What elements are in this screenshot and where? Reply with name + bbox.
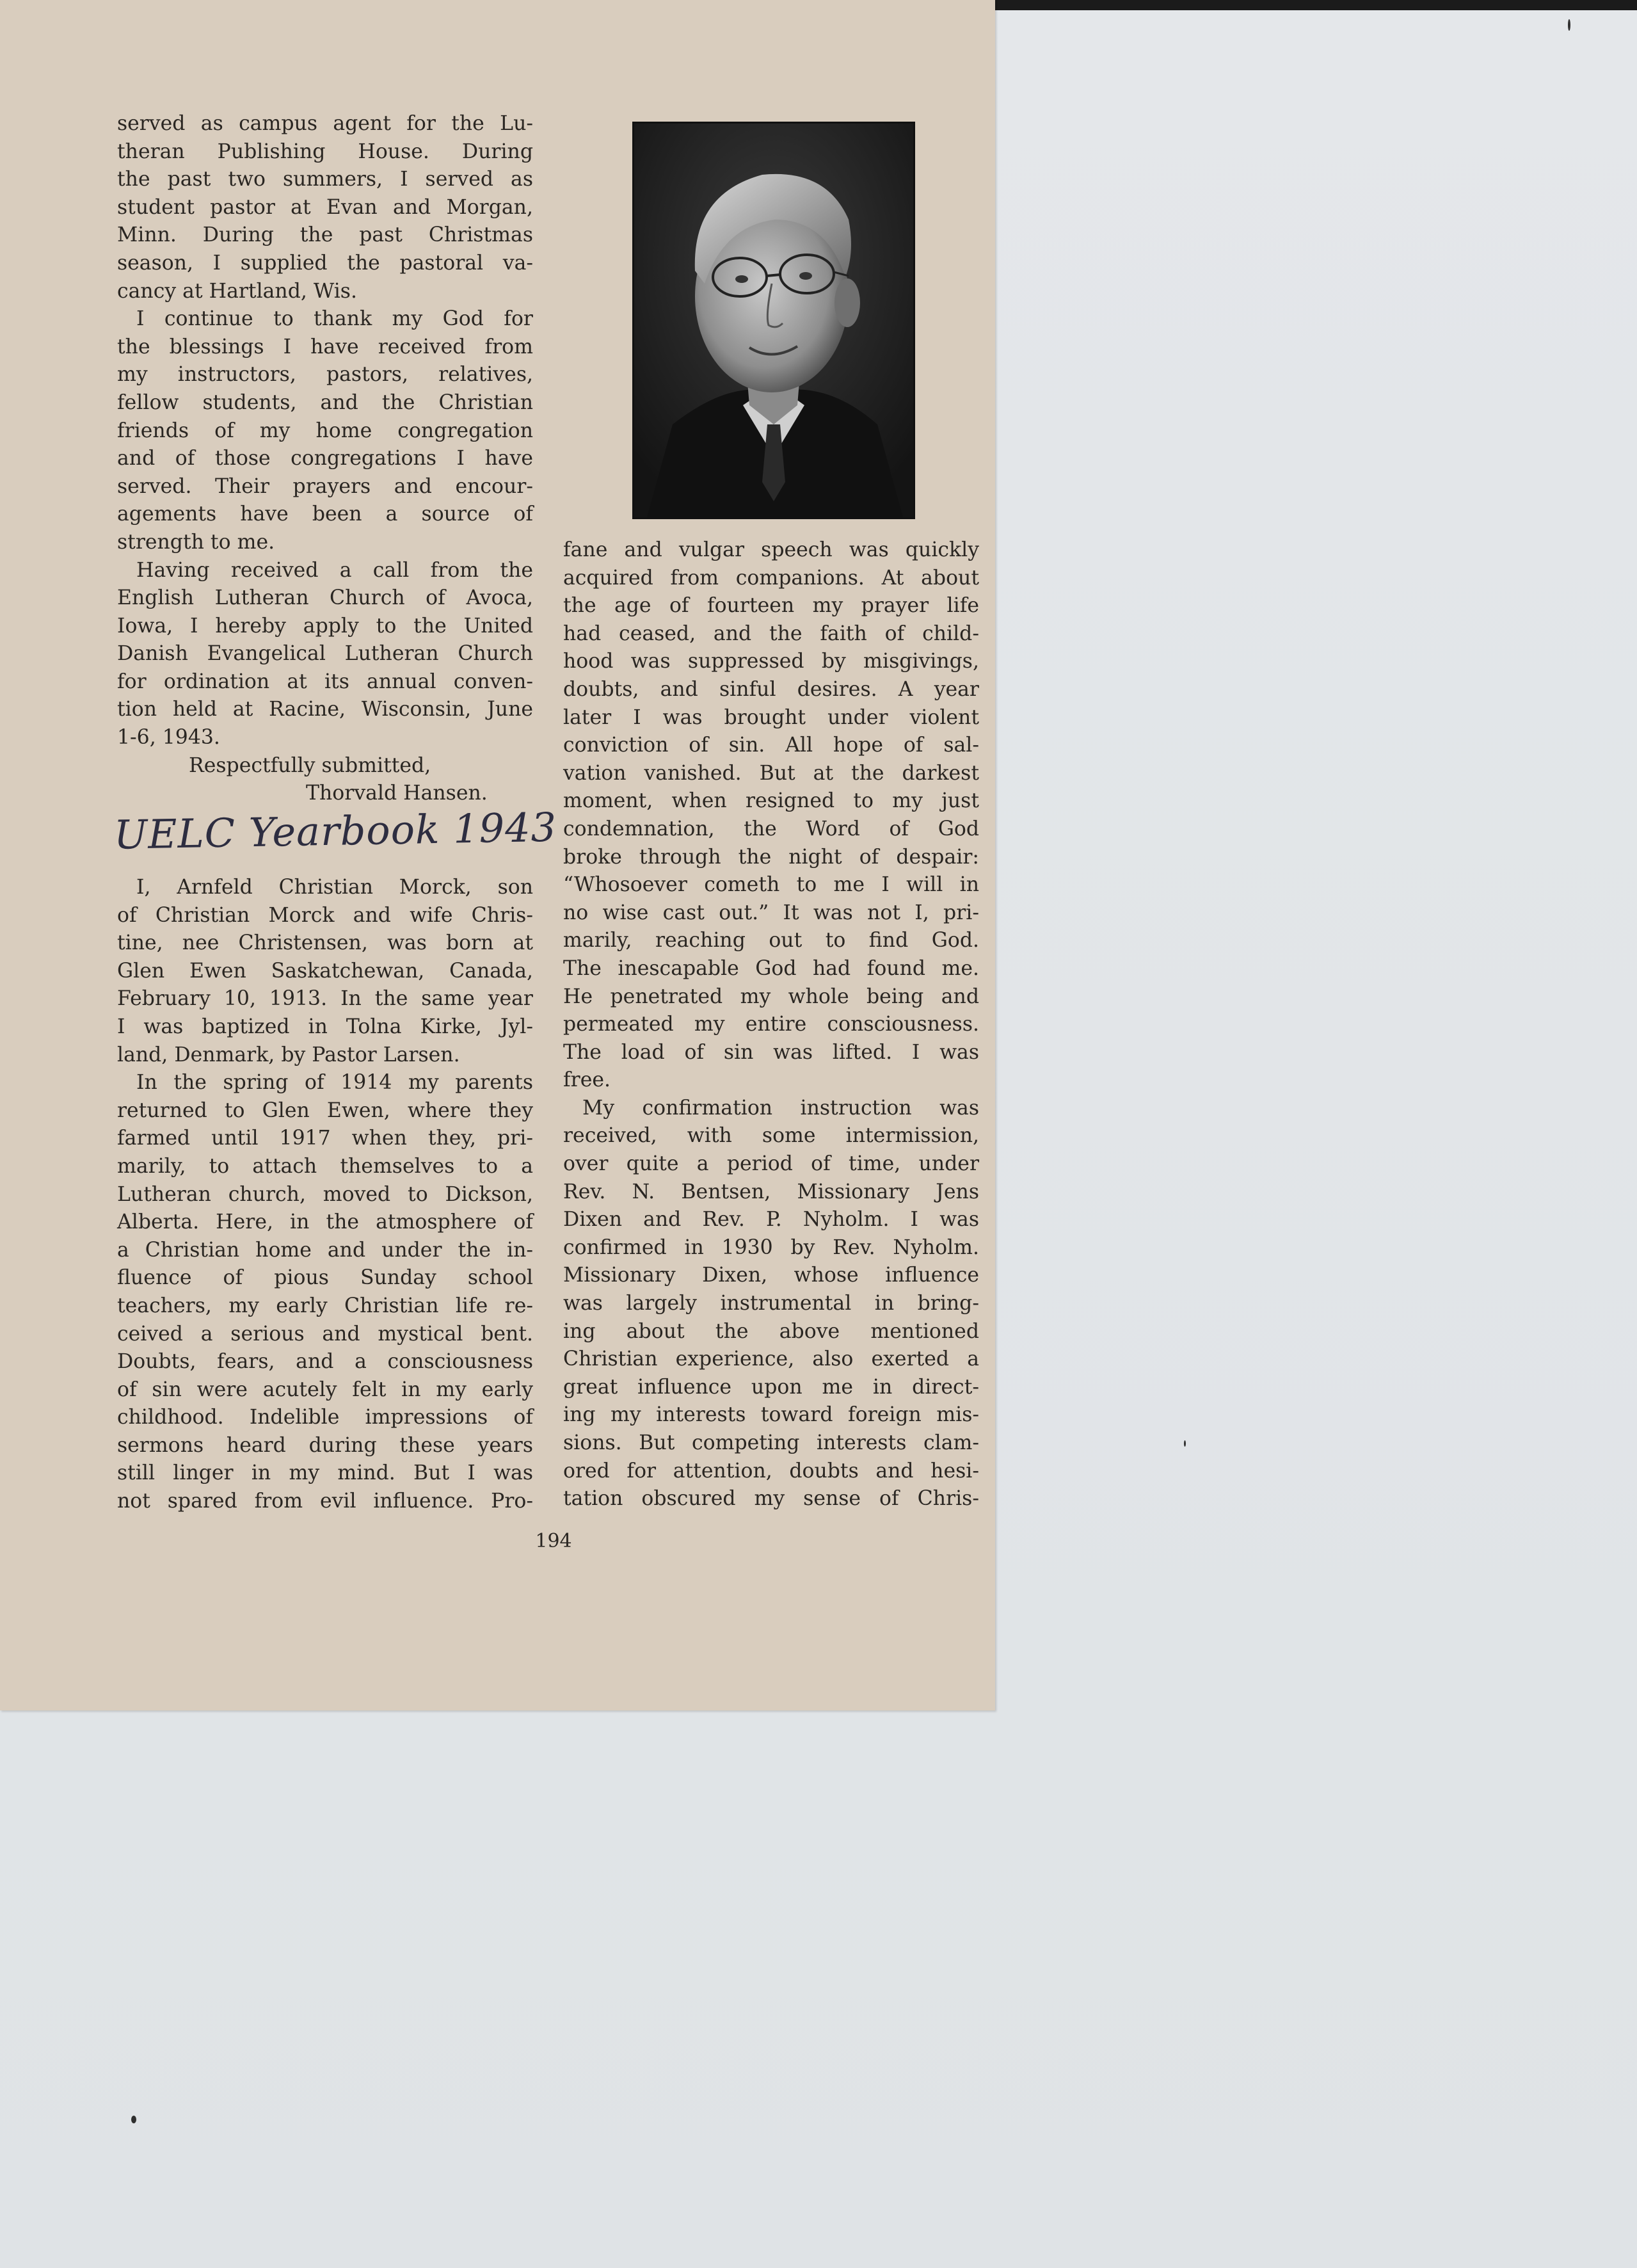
text-line: no wise cast out.” It was not I, pri- [563, 901, 979, 924]
text-line: English Lutheran Church of Avoca, [117, 586, 533, 610]
text-line: season, I supplied the pastoral va- [117, 251, 533, 275]
text-line: tion held at Racine, Wisconsin, June [117, 698, 533, 721]
portrait-image [634, 124, 913, 517]
text-line: the age of fourteen my prayer life [563, 594, 979, 618]
text-line: ing about the above mentioned [563, 1319, 979, 1343]
text-line: Iowa, I hereby apply to the United [117, 614, 533, 638]
scan-speck [131, 2116, 136, 2123]
text-line: later I was brought under violent [563, 705, 979, 729]
text-line: served. Their prayers and encour- [117, 474, 533, 498]
text-line: free. [563, 1068, 611, 1092]
scan-speck [1184, 1440, 1186, 1447]
text-line: fellow students, and the Christian [117, 390, 533, 414]
text-line: Having received a call from the [136, 558, 533, 582]
text-line: friends of my home congregation [117, 419, 533, 442]
text-line: tation obscured my sense of Chris- [563, 1487, 979, 1511]
closing-line: Respectfully submitted, [189, 753, 431, 777]
text-line: moment, when resigned to my just [563, 789, 979, 813]
scan-speck [1568, 19, 1570, 31]
left-column [117, 110, 533, 808]
text-line: ored for attention, doubts and hesi- [563, 1459, 979, 1483]
text-line: February 10, 1913. In the same year [117, 987, 533, 1011]
text-line: and of those congregations I have [117, 447, 533, 470]
text-line: sions. But competing interests clam- [563, 1431, 979, 1454]
text-line: fane and vulgar speech was quickly [563, 538, 979, 561]
text-line: cancy at Hartland, Wis. [117, 279, 357, 303]
handwritten-note: UELC Yearbook 1943 [113, 803, 557, 858]
text-line: I continue to thank my God for [136, 307, 533, 331]
text-line: He penetrated my whole being and [563, 985, 979, 1008]
text-line: marily, to attach themselves to a [117, 1154, 533, 1178]
text-line: agements have been a source of [117, 503, 533, 526]
text-line: vation vanished. But at the darkest [563, 761, 979, 785]
text-line: doubts, and sinful desires. A year [563, 677, 979, 701]
portrait-photo [632, 122, 915, 519]
text-line: I was baptized in Tolna Kirke, Jyl- [117, 1015, 533, 1038]
text-line: Glen Ewen Saskatchewan, Canada, [117, 959, 533, 983]
text-line: over quite a period of time, under [563, 1152, 979, 1176]
text-line: I, Arnfeld Christian Morck, son [136, 876, 533, 899]
text-line: Missionary Dixen, whose influence [563, 1264, 979, 1287]
text-line: the blessings I have received from [117, 335, 533, 358]
text-line: ceived a serious and mystical bent. [117, 1322, 533, 1346]
text-line: a Christian home and under the in- [117, 1238, 533, 1262]
text-line: was largely instrumental in bring- [563, 1292, 979, 1315]
text-line: great influence upon me in direct- [563, 1375, 979, 1399]
text-line: marily, reaching out to find God. [563, 929, 979, 953]
text-line: In the spring of 1914 my parents [136, 1071, 533, 1095]
text-line: for ordination at its annual conven- [117, 670, 533, 693]
text-line: The load of sin was lifted. I was [563, 1040, 979, 1064]
scan-edge-shadow [986, 0, 1637, 10]
text-line: Alberta. Here, in the atmosphere of [117, 1210, 533, 1234]
text-line: of sin were acutely felt in my early [117, 1378, 533, 1401]
text-line: childhood. Indelible impressions of [117, 1406, 533, 1429]
text-line: strength to me. [117, 530, 275, 554]
text-line: my instructors, pastors, relatives, [117, 363, 533, 387]
text-line: Minn. During the past Christmas [117, 223, 533, 247]
text-line: teachers, my early Christian life re- [117, 1294, 533, 1317]
text-line: Lutheran church, moved to Dickson, [117, 1182, 533, 1206]
text-line: Rev. N. Bentsen, Missionary Jens [563, 1180, 979, 1203]
text-line: Doubts, fears, and a consciousness [117, 1350, 533, 1374]
text-line: of Christian Morck and wife Chris- [117, 903, 533, 927]
text-line: not spared from evil influence. Pro- [117, 1490, 533, 1513]
text-line: farmed until 1917 when they, pri- [117, 1127, 533, 1150]
text-line: 1-6, 1943. [117, 726, 220, 750]
text-line: Christian experience, also exerted a [563, 1347, 979, 1371]
text-line: land, Denmark, by Pastor Larsen. [117, 1043, 460, 1066]
right-column [563, 536, 979, 1513]
text-line: had ceased, and the faith of child- [563, 622, 979, 645]
text-line: student pastor at Evan and Morgan, [117, 195, 533, 219]
text-line: conviction of sin. All hope of sal- [563, 734, 979, 757]
text-line: still linger in my mind. But I was [117, 1461, 533, 1485]
signature-name: Thorvald Hansen. [306, 782, 488, 805]
text-line: permeated my entire consciousness. [563, 1013, 979, 1036]
text-line: confirmed in 1930 by Rev. Nyholm. [563, 1235, 979, 1259]
text-line: “Whosoever cometh to me I will in [563, 873, 979, 897]
text-line: hood was suppressed by misgivings, [563, 650, 979, 673]
text-line: acquired from companions. At about [563, 566, 979, 590]
text-line: theran Publishing House. During [117, 140, 533, 163]
text-line: the past two summers, I served as [117, 168, 533, 191]
text-line: Danish Evangelical Lutheran Church [117, 642, 533, 666]
text-line: ing my interests toward foreign mis- [563, 1403, 979, 1427]
text-line: condemnation, the Word of God [563, 817, 979, 840]
text-line: My confirmation instruction was [582, 1096, 979, 1120]
text-line: tine, nee Christensen, was born at [117, 931, 533, 955]
text-line: Dixen and Rev. P. Nyholm. I was [563, 1208, 979, 1232]
page-number: 194 [535, 1530, 572, 1552]
left-column-biography [117, 874, 533, 1516]
text-line: sermons heard during these years [117, 1433, 533, 1457]
text-line: returned to Glen Ewen, where they [117, 1098, 533, 1122]
text-line: broke through the night of despair: [563, 845, 979, 869]
text-line: served as campus agent for the Lu- [117, 112, 533, 135]
text-line: received, with some intermission, [563, 1124, 979, 1148]
text-line: fluence of pious Sunday school [117, 1266, 533, 1290]
text-line: The inescapable God had found me. [563, 956, 979, 980]
